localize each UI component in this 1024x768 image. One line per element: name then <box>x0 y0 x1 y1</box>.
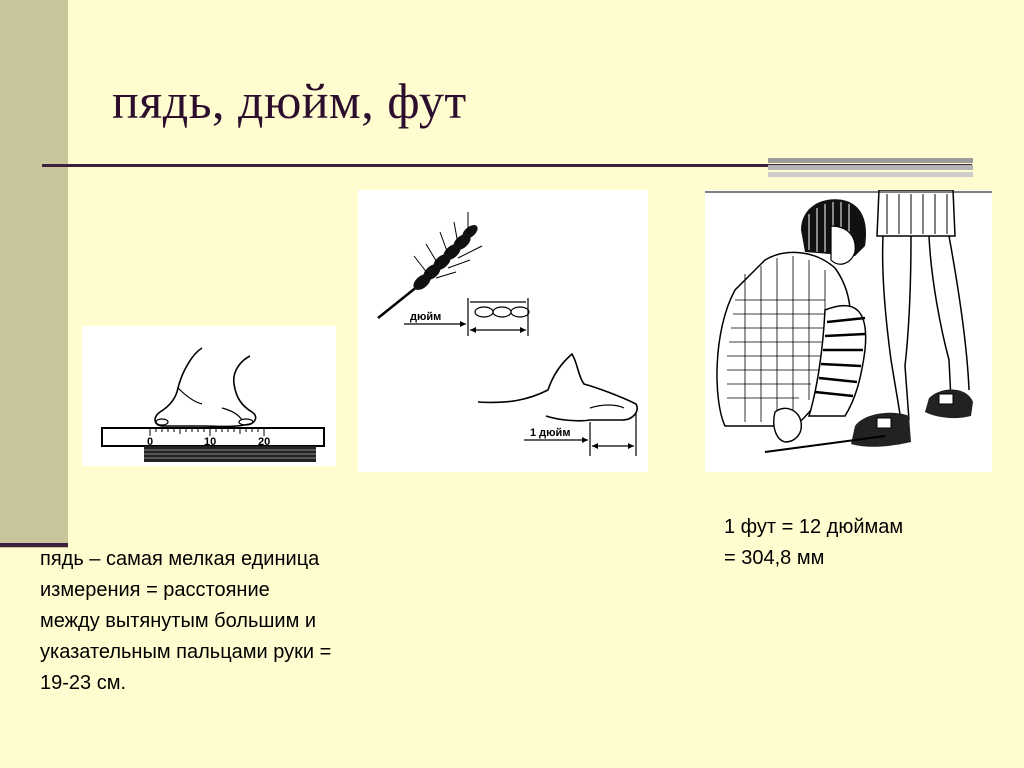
left-decor-band <box>0 0 68 548</box>
slide-title: пядь, дюйм, фут <box>112 73 467 129</box>
foot-caption: 1 фут = 12 дюймам = 304,8 мм <box>724 516 904 569</box>
accent-bars <box>768 158 973 180</box>
foot-measuring-illustration <box>705 190 992 472</box>
hand-ruler-illustration <box>82 326 336 466</box>
inch-label-top: дюйм <box>410 311 442 323</box>
ruler-tick-label: 20 <box>258 436 271 448</box>
inch-label-bottom: 1 дюйм <box>530 427 571 439</box>
span-caption: пядь – самая мелкая единица измерения = расстояние между вытянутым большим и указательным пальцами руки = 19-23 см. <box>40 548 332 694</box>
inch-illustration <box>358 190 648 472</box>
ruler-tick-label: 0 <box>147 436 154 448</box>
ruler-tick-label: 10 <box>204 436 217 448</box>
